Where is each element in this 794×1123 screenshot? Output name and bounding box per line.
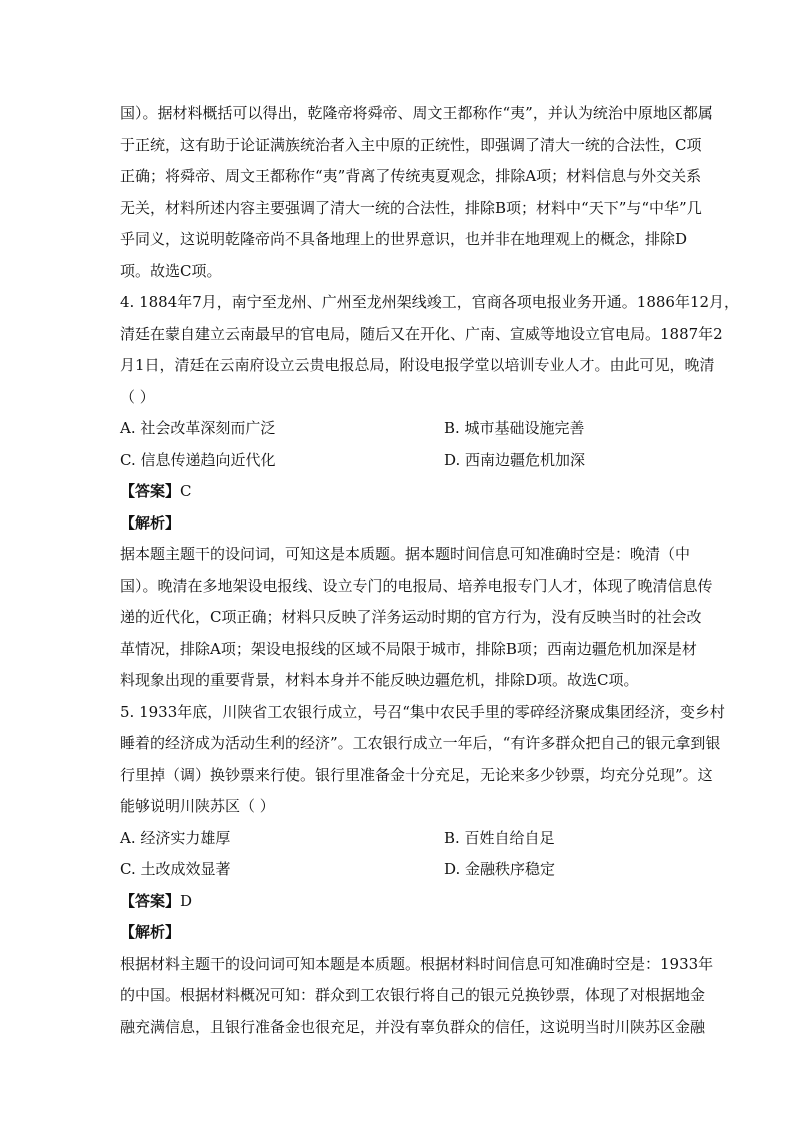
analysis-line: 料现象出现的重要背景，材料本身并不能反映边疆危机，排除D项。故选C项。: [120, 671, 639, 689]
option-d: D. 西南边疆危机加深: [444, 450, 586, 469]
text-line: 于正统，这有助于论证满族统治者入主中原的正统性，即强调了清大一统的合法性，C项: [120, 135, 702, 154]
analysis-line: 据本题主题干的设问词，可知这是本质题。据本题时间信息可知准确时空是：晚清（中: [120, 545, 691, 563]
question-stem-line: 睡着的经济成为活动生利的经济”。工农银行成立一年后，“有许多群众把自己的银元拿到银: [120, 734, 721, 752]
question-stem-line: 行里掉（调）换钞票来行使。银行里准备金十分充足，无论来多少钞票，均充分兑现”。这: [120, 765, 713, 784]
option-b: B. 城市基础设施完善: [444, 419, 585, 437]
answer-tag: 【答案】: [120, 891, 181, 910]
question-stem-line: 清廷在蒙自建立云南最早的官电局，随后又在开化、广南、宣威等地设立官电局。1887年2: [120, 324, 723, 343]
analysis-line: 根据材料主题干的设问词可知本题是本质题。根据材料时间信息可知准确时空是：1933年: [120, 954, 714, 973]
answer-line: [120, 476, 680, 508]
answer-value: C: [180, 482, 192, 500]
question-stem-line: （ ）: [120, 387, 155, 406]
question-stem-line: 4. 1884年7月，南宁至龙州、广州至龙州架线竣工，官商各项电报业务开通。1886年12月，: [120, 293, 740, 311]
option-d: D. 金融秩序稳定: [444, 860, 556, 878]
options-row: [120, 854, 680, 886]
analysis-line: 革情况，排除A项；架设电报线的区域不局限于城市，排除B项；西南边疆危机加深是材: [120, 639, 697, 658]
options-row: [120, 413, 680, 445]
question-stem-line: 5. 1933年底，川陕省工农银行成立，号召“集中农民手里的零碎经济聚成集团经济，变乡村: [120, 702, 725, 721]
question-4: [120, 287, 740, 697]
answer-value: D: [180, 891, 193, 910]
analysis-line: 的中国。根据材料概况可知：群众到工农银行将自己的银元兑换钞票，体现了对根据地金: [120, 986, 706, 1004]
answer-line: [120, 886, 680, 918]
text-line: 乎同义，这说明乾隆帝尚不具备地理上的世界意识，也并非在地理观上的概念，排除D: [120, 230, 688, 248]
analysis-line: 递的近代化，C项正确；材料只反映了洋务运动时期的官方行为，没有反映当时的社会改: [120, 608, 702, 626]
option-c: C. 土改成效显著: [120, 860, 231, 878]
q3-analysis-tail: [120, 98, 713, 287]
option-c: C. 信息传递趋向近代化: [120, 450, 276, 469]
analysis-line: 国）。晚清在多地架设电报线、设立专门的电报局、培养电报专门人才，体现了晚清信息传: [120, 576, 713, 595]
page-content: [120, 98, 740, 1043]
option-a: A. 经济实力雄厚: [120, 828, 231, 847]
analysis-tag: 【解析】: [120, 513, 181, 532]
analysis-tag: 【解析】: [120, 923, 181, 941]
options-row: [120, 445, 680, 477]
text-line: 正确；将舜帝、周文王都称作“夷”背离了传统夷夏观念，排除A项；材料信息与外交关系: [120, 167, 702, 185]
question-stem-line: 能够说明川陕苏区（ ）: [120, 797, 275, 815]
question-5: [120, 697, 725, 1044]
text-line: 无关，材料所述内容主要强调了清大一统的合法性，排除B项；材料中“天下”与“中华”几: [120, 198, 702, 217]
analysis-line: 融充满信息，且银行准备金也很充足，并没有辜负群众的信任，这说明当时川陕苏区金融: [120, 1017, 706, 1036]
options-row: [120, 823, 680, 855]
option-a: A. 社会改革深刻而广泛: [120, 419, 276, 437]
question-stem-line: 月1日，清廷在云南府设立云贵电报总局，附设电报学堂以培训专业人才。由此可见，晚清: [120, 356, 715, 374]
text-line: 项。故选C项。: [120, 261, 222, 280]
answer-tag: 【答案】: [120, 482, 181, 500]
text-line: 国）。据材料概括可以得出，乾隆帝将舜帝、周文王都称作“夷”，并认为统治中原地区都属: [120, 104, 713, 122]
option-b: B. 百姓自给自足: [444, 828, 555, 847]
